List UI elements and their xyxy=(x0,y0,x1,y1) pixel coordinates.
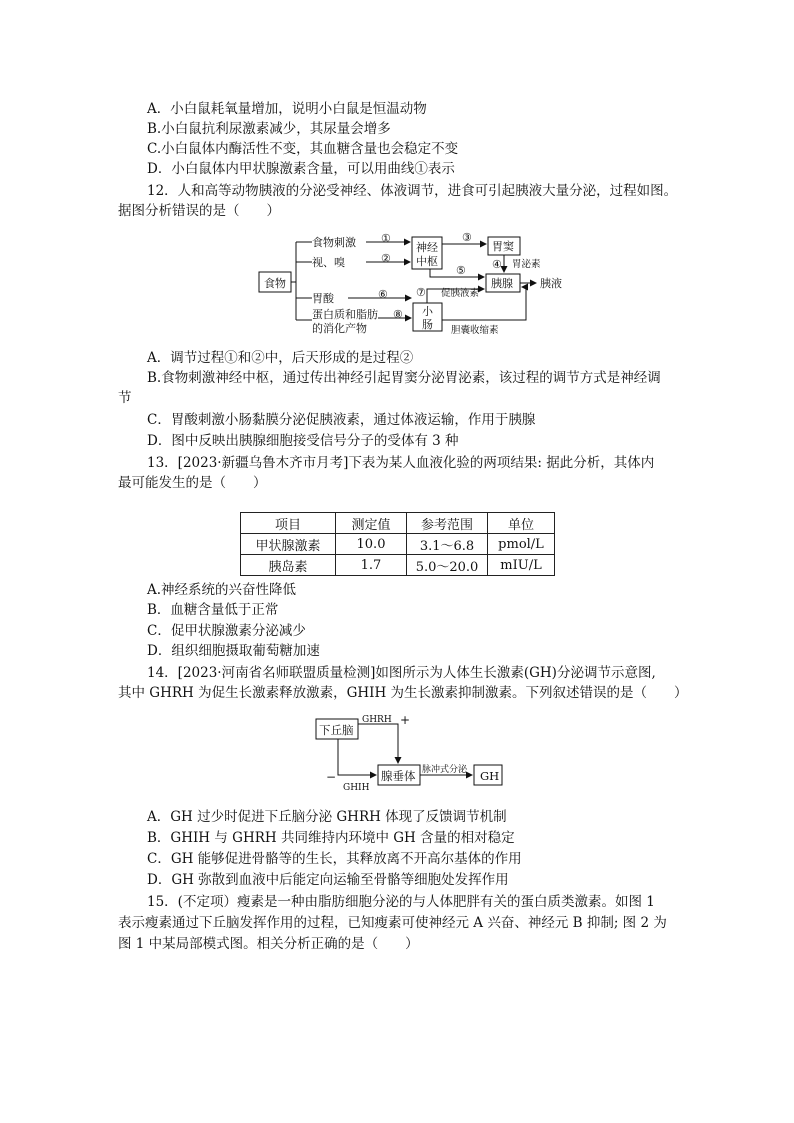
table-cell: 甲状腺激素 xyxy=(241,534,336,555)
food-label: 食物 xyxy=(264,277,286,290)
gastrin-label: 胃泌素 xyxy=(512,259,541,270)
q13-option-b: B．血糖含量低于正常 xyxy=(147,602,279,618)
q14-option-a: A．GH 过少时促进下丘脑分泌 GHRH 体现了反馈调节机制 xyxy=(147,809,507,825)
table-header: 参考范围 xyxy=(407,513,488,534)
table-cell: 1.7 xyxy=(336,555,407,576)
q13-stem-line2: 最可能发生的是（ ） xyxy=(118,475,267,491)
q13-stem-line1: 13．[2023·新疆乌鲁木齐市月考]下表为某人血液化验的两项结果: 据此分析，其体内 xyxy=(147,455,655,471)
q14-option-b: B．GHIH 与 GHRH 共同维持内环境中 GH 含量的相对稳定 xyxy=(147,830,515,846)
table-header: 测定值 xyxy=(336,513,407,534)
sight-smell-label: 视、嗅 xyxy=(312,256,345,269)
process-5-marker: ⑤ xyxy=(456,264,466,277)
nerve-center-label-1: 神经 xyxy=(416,241,438,254)
protein-fat-label-2: 的消化产物 xyxy=(312,322,367,335)
process-8-marker: ⑧ xyxy=(393,308,403,321)
process-6-marker: ⑥ xyxy=(378,288,388,301)
pancreatic-secretion-diagram xyxy=(250,230,580,340)
table-cell: mIU/L xyxy=(488,555,555,576)
plus-sign: + xyxy=(400,713,411,727)
q11-option-a: A．小白鼠耗氧量增加，说明小白鼠是恒温动物 xyxy=(147,101,427,117)
q12-stem-line1: 12．人和高等动物胰液的分泌受神经、体液调节，进食可引起胰液大量分泌，过程如图。 xyxy=(147,183,678,199)
secretin-label: 促胰液素 xyxy=(441,288,480,299)
intestine-label-1: 小 xyxy=(422,305,433,318)
cck-label: 胆囊收缩素 xyxy=(451,325,499,336)
table-header-row xyxy=(241,513,555,534)
q13-option-c: C．促甲状腺激素分泌减少 xyxy=(147,623,306,639)
table-row xyxy=(241,555,555,576)
q14-option-c: C．GH 能够促进骨骼等的生长，其释放离不开高尔基体的作用 xyxy=(147,851,522,867)
growth-hormone-regulation-diagram xyxy=(310,710,520,800)
table-cell: 10.0 xyxy=(336,534,407,555)
process-4-marker: ④ xyxy=(492,258,502,271)
pancreatic-juice-label: 胰液 xyxy=(540,277,562,290)
q12-stem-line2: 据图分析错误的是（ ） xyxy=(118,203,280,219)
pulse-secretion-label: 脉冲式分泌 xyxy=(422,765,468,775)
q15-stem-line3: 图 1 中某局部模式图。相关分析正确的是（ ） xyxy=(118,936,419,952)
stomach-label: 胃窦 xyxy=(492,240,514,253)
food-stimulus-label: 食物刺激 xyxy=(312,236,356,249)
table-cell: pmol/L xyxy=(488,534,555,555)
table-cell: 5.0～20.0 xyxy=(407,555,488,576)
q11-option-c: C.小白鼠体内酶活性不变，其血糖含量也会稳定不变 xyxy=(147,141,459,157)
q15-stem-line2: 表示瘦素通过下丘脑发挥作用的过程，已知瘦素可使神经元 A 兴奋、神经元 B 抑制; 图 2 为 xyxy=(118,915,667,931)
process-3-marker: ③ xyxy=(462,231,472,244)
pancreas-label: 胰腺 xyxy=(491,277,513,290)
ghih-label: GHIH xyxy=(343,783,370,793)
q12-option-b-line1: B.食物刺激神经中枢，通过传出神经引起胃窦分泌胃泌素，该过程的调节方式是神经调 xyxy=(147,370,661,386)
table-header: 单位 xyxy=(488,513,555,534)
process-7-marker: ⑦ xyxy=(416,286,426,299)
protein-fat-label-1: 蛋白质和脂肪 xyxy=(312,308,378,321)
q12-option-c: C．胃酸刺激小肠黏膜分泌促胰液素，通过体液运输，作用于胰腺 xyxy=(147,412,536,428)
q11-option-d: D．小白鼠体内甲状腺激素含量，可以用曲线①表示 xyxy=(147,161,455,177)
ghrh-label: GHRH xyxy=(362,715,392,725)
gh-label: GH xyxy=(480,769,500,783)
q13-option-a: A.神经系统的兴奋性降低 xyxy=(147,582,297,598)
q15-stem-line1: 15．(不定项）瘦素是一种由脂肪细胞分泌的与人体肥胖有关的蛋白质类激素。如图 1 xyxy=(147,894,655,910)
minus-sign: − xyxy=(326,770,337,784)
nerve-center-label-2: 中枢 xyxy=(416,255,438,268)
q12-option-b-line2: 节 xyxy=(118,390,132,406)
table-header: 项目 xyxy=(241,513,336,534)
pituitary-label: 腺垂体 xyxy=(381,769,416,783)
process-2-marker: ② xyxy=(381,252,391,265)
q11-option-b: B.小白鼠抗利尿激素减少，其尿量会增多 xyxy=(147,121,391,137)
table-row xyxy=(241,534,555,555)
q14-stem-line2: 其中 GHRH 为促生长激素释放激素，GHIH 为生长激素抑制激素。下列叙述错误的是（ ） xyxy=(118,685,688,701)
q12-option-a: A．调节过程①和②中，后天形成的是过程② xyxy=(147,350,414,366)
hypothalamus-label: 下丘脑 xyxy=(319,723,354,737)
q12-option-d: D．图中反映出胰腺细胞接受信号分子的受体有 3 种 xyxy=(147,433,459,449)
intestine-label-2: 肠 xyxy=(422,318,433,331)
q14-stem-line1: 14．[2023·河南省名师联盟质量检测]如图所示为人体生长激素(GH)分泌调节示意图, xyxy=(147,665,656,681)
q13-option-d: D．组织细胞摄取葡萄糖加速 xyxy=(147,643,320,659)
table-cell: 胰岛素 xyxy=(241,555,336,576)
blood-test-table xyxy=(240,512,555,576)
q14-option-d: D．GH 弥散到血液中后能定向运输至骨骼等细胞处发挥作用 xyxy=(147,872,509,888)
process-1-marker: ① xyxy=(381,232,391,245)
gastric-acid-label: 胃酸 xyxy=(312,292,334,305)
table-cell: 3.1～6.8 xyxy=(407,534,488,555)
